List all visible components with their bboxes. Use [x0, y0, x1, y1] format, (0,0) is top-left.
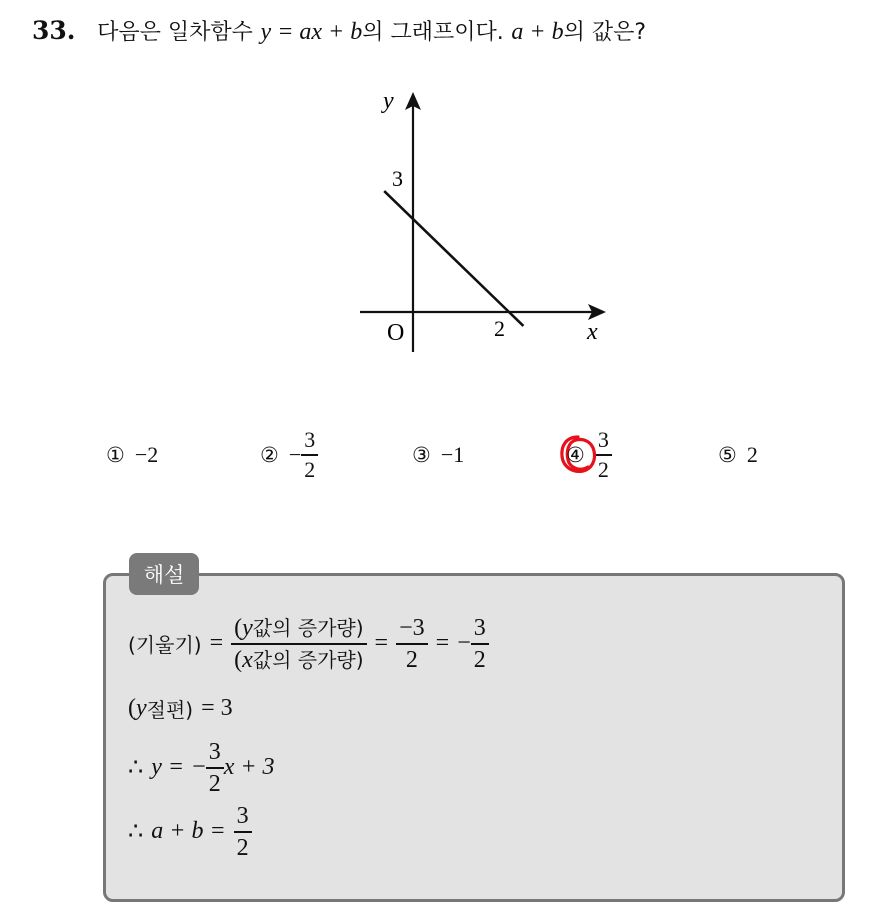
x-axis-label: x — [587, 319, 598, 345]
question-text-before: 다음은 일차함수 — [97, 20, 253, 45]
slope-definition-fraction: $\frac{\text{(y값의 증가량)}}{\text{(x값의 증가량)}}$ — [231, 616, 366, 672]
answer-choices — [106, 420, 806, 490]
slope-line: (기울기) = $\frac{\text{(y값의 증가량)}}{\text{(x값의 증가량)}}$ = $\frac{-3}{2}$ = − $\frac{3}{2}$ — [128, 616, 489, 672]
choice-value: 2 — [746, 442, 758, 467]
choice-marker: ④ — [566, 443, 585, 467]
therefore-symbol: ∴ — [128, 755, 144, 782]
question-equation: y = ax + b — [260, 19, 363, 45]
sum-line: ∴ a + b = $\frac{3}{2}$ — [128, 804, 252, 860]
choice-4-selected[interactable] — [566, 420, 612, 490]
solution-box — [103, 573, 845, 902]
question-sum-expr: a + b — [511, 19, 564, 45]
slope-label: (기울기) — [128, 633, 202, 658]
choice-marker: ① — [106, 443, 125, 467]
choice-3[interactable] — [412, 420, 464, 490]
slope-value-fraction: $\frac{-3}{2}$ — [396, 616, 428, 672]
fraction-denominator: 2 — [597, 456, 609, 482]
question-number: 33. — [32, 16, 76, 45]
choice-value: −1 — [440, 442, 465, 467]
intercept-line: ( y 절편) = 3 — [128, 695, 233, 722]
equation-slope-fraction: $\frac{3}{2}$ — [206, 740, 224, 796]
slope-result-fraction: $\frac{3}{2}$ — [471, 616, 489, 672]
therefore-symbol: ∴ — [128, 819, 144, 846]
choice-sign: − — [288, 442, 302, 467]
solution-tab: 해설 — [129, 553, 199, 595]
origin-label: O — [387, 320, 405, 346]
choice-marker: ② — [260, 443, 279, 467]
function-line — [384, 191, 523, 326]
y-axis-label: y — [383, 88, 394, 114]
choice-fraction — [301, 429, 318, 481]
intercept-value: = 3 — [201, 695, 233, 721]
fraction-numerator: 3 — [304, 427, 316, 453]
fraction-numerator: 3 — [597, 427, 609, 453]
linear-function-graph — [340, 80, 620, 370]
question-text-middle: 의 그래프이다. — [362, 20, 504, 45]
y-intercept-label: 3 — [392, 166, 403, 191]
question-text-after: 의 값은? — [563, 20, 647, 45]
choice-marker: ⑤ — [718, 443, 737, 467]
choice-1[interactable] — [106, 420, 158, 490]
choice-2[interactable] — [260, 420, 318, 490]
choice-value: −2 — [134, 442, 159, 467]
x-intercept-label: 2 — [494, 316, 505, 341]
fraction-denominator: 2 — [304, 456, 316, 482]
choice-5[interactable] — [718, 420, 758, 490]
sum-result-fraction: $\frac{3}{2}$ — [234, 804, 252, 860]
question-line — [32, 14, 646, 50]
choice-marker: ③ — [412, 443, 431, 467]
equation-line: ∴ y = − $\frac{3}{2}$ x + 3 — [128, 739, 275, 797]
